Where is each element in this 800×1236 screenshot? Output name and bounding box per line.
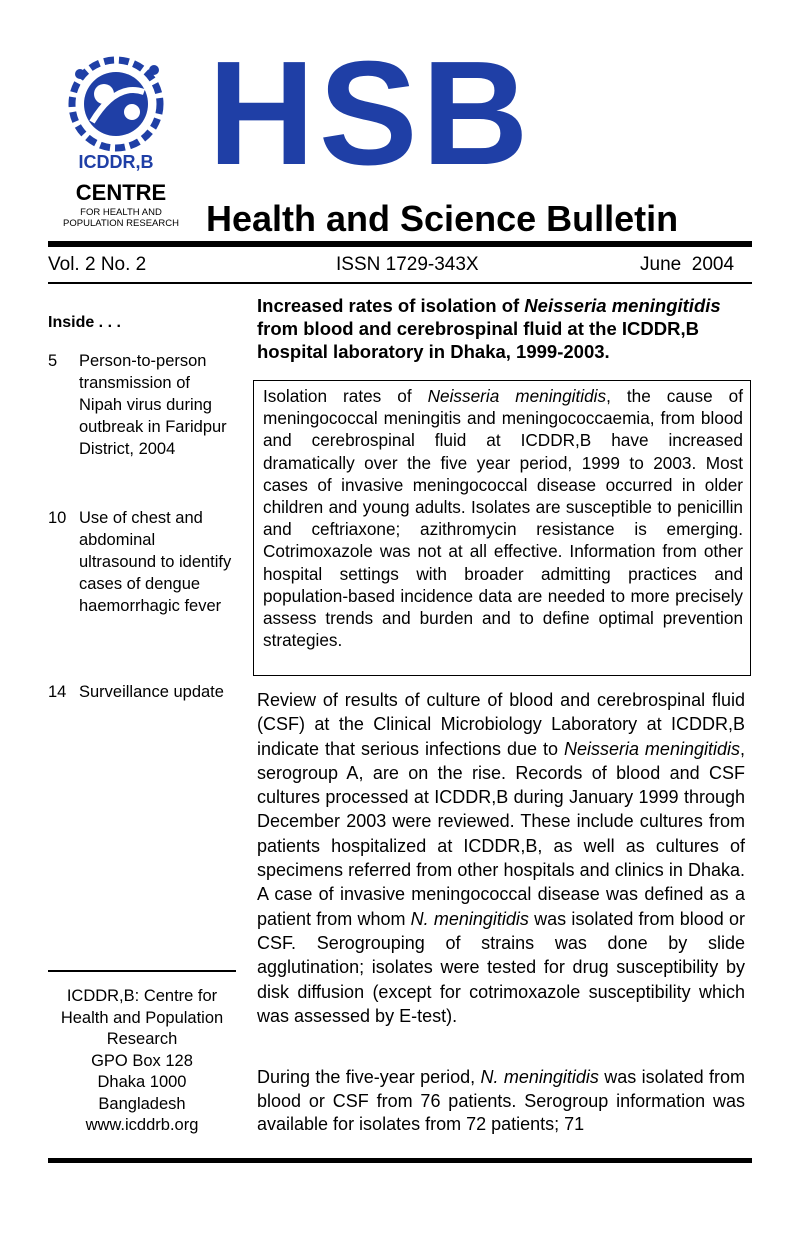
- sidebar-rule: [48, 970, 236, 972]
- body-text: was isolated from blood or CSF from 76 patients. Serogroup information was available for isolates from 72 patients; 71: [257, 1067, 746, 1134]
- article-headline: [257, 294, 751, 363]
- abstract-box: [253, 380, 751, 676]
- headline-text: from blood and cerebrospinal fluid at the ICDDR,B hospital laboratory in Dhaka, 1999-2003.: [257, 318, 699, 362]
- address-line: Bangladesh: [98, 1094, 186, 1113]
- centre-sub-line: FOR HEALTH AND: [80, 207, 162, 218]
- body-paragraph: [257, 1066, 745, 1137]
- body-text: was isolated from blood or CSF. Serogrouping of strains was done by slide agglutination; isolates were tested for drug susceptibility by disk diffusion (except for cotrimoxazole susceptibility which was assessed by E-test).: [257, 908, 745, 1026]
- toc-page: 5: [48, 352, 58, 370]
- bulletin-title: Health and Science Bulletin: [206, 198, 679, 239]
- address-line: Research: [106, 1030, 178, 1048]
- issn: ISSN 1729-343X: [336, 254, 479, 275]
- volume-number: Vol. 2 No. 2: [48, 254, 147, 275]
- centre-word: CENTRE: [75, 180, 167, 205]
- address-line: Health and Population: [60, 1008, 224, 1027]
- address-line: GPO Box 128: [91, 1051, 193, 1070]
- masthead-short-title: HSB: [208, 31, 533, 196]
- headline-text: Increased rates of isolation of: [257, 295, 525, 316]
- inside-label: Inside . . .: [48, 314, 121, 331]
- toc-title: Use of chest and abdominal ultrasound to identify cases of dengue haemorrhagic fever: [79, 509, 232, 615]
- body-paragraph: [257, 688, 745, 1028]
- toc-page: 14: [48, 683, 67, 701]
- logo-text: ICDDR,B: [78, 152, 154, 172]
- toc-item[interactable]: [48, 507, 233, 617]
- body-text: , serogroup A, are on the rise. Records of blood and CSF cultures processed at ICDDR,B during January 1999 through December 2003 were reviewed. These include cultures from patients hospitalized at ICDDR,B, as well as cultures of specimens referred from other hospitals and clinics in Dhaka. A case of invasive meningococcal disease was defined as a patient from whom: [257, 738, 745, 929]
- centre-sub-line: POPULATION RESEARCH: [63, 218, 179, 229]
- toc-item[interactable]: [48, 681, 233, 703]
- body-text: Review of results of culture of blood and cerebrospinal fluid (CSF) at the Clinical Microbiology Laboratory at ICDDR,B indicate that serious infections due to: [257, 690, 745, 759]
- header-rule: [48, 282, 752, 284]
- abstract-italic: Neisseria meningitidis: [427, 386, 607, 406]
- address-line: ICDDR,B: Centre for: [66, 987, 218, 1005]
- masthead-rule: [48, 241, 752, 247]
- website-link[interactable]: www.icddrb.org: [85, 1116, 199, 1134]
- headline-italic: Neisseria meningitidis: [524, 295, 721, 316]
- body-italic: N. meningitidis: [480, 1067, 599, 1087]
- toc-title: Person-to-person transmission of Nipah virus during outbreak in Faridpur District, 2004: [79, 352, 227, 458]
- toc-title: Surveillance update: [79, 683, 224, 701]
- icddrb-logo: [62, 52, 170, 190]
- address-block: [48, 986, 236, 1137]
- abstract-text: , the cause of meningococcal meningitis and meningococcaemia, from blood and cerebrospinal fluid at ICDDR,B have increased dramatically over the five year period, 1999 to 2003. Most cases of invasive meningococcal disease occurred in older children and young adults. Isolates are susceptible to penicillin and ceftriaxone; azithromycin resistance is emerging. Cotrimoxazole was not at all effective. Information from other hospital settings with broader admitting practices and population-based incidence data are needed to more precisely assess trends and burden and to define optimal prevention strategies.: [263, 386, 743, 651]
- centre-subtitle: [48, 207, 194, 229]
- footer-rule: [48, 1158, 752, 1163]
- body-text: During the five-year period,: [257, 1067, 481, 1087]
- abstract-text: Isolation rates of: [263, 386, 428, 406]
- issue-date: June 2004: [640, 254, 735, 275]
- body-italic: Neisseria meningitidis: [563, 738, 740, 759]
- body-italic: N. meningitidis: [410, 908, 529, 929]
- toc-page: 10: [48, 509, 67, 527]
- address-line: Dhaka 1000: [97, 1073, 187, 1091]
- toc-item[interactable]: [48, 350, 233, 460]
